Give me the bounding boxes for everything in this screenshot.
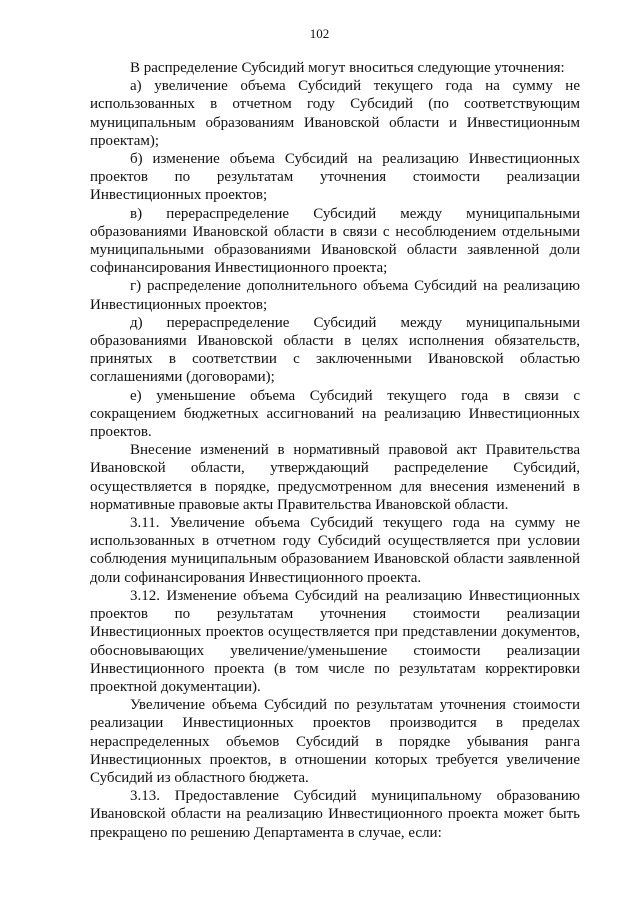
paragraph-item-a: а) увеличение объема Субсидий текущего года на сумму не использованных в отчетном году Субсидий (по соответствующим муниципальным образованиям Ивановской области и Инвестиционным проектам); [90, 78, 580, 149]
paragraph-item-g: г) распределение дополнительного объема Субсидий на реализацию Инвестиционных проектов; [90, 278, 580, 313]
paragraph-item-d: д) перераспределение Субсидий между муниципальными образованиями Ивановской области в целях исполнения обязательств, принятых в соответствии с заключенными Ивановской областью соглашениями (договорами); [90, 314, 580, 386]
paragraph-amendments: Внесение изменений в нормативный правовой акт Правительства Ивановской области, утверждающий распределение Субсидий, осуществляется в порядке, предусмотренном для внесения изменений в нормативные правовые акты Правительства Ивановской области. [90, 442, 580, 513]
paragraph-intro: В распределение Субсидий могут вноситься следующие уточнения: [130, 60, 565, 76]
paragraph-increase: Увеличение объема Субсидий по результатам уточнения стоимости реализации Инвестиционных проектов производится в пределах нераспределенных объемов Субсидий в порядке убывания ранга Инвестиционных проектов, в отношении которых требуется увеличение Субсидий из областного бюджета. [90, 697, 580, 786]
document-body [90, 59, 580, 842]
paragraph-3-11: 3.11. Увеличение объема Субсидий текущего года на сумму не использованных в отчетном году Субсидий осуществляется при условии соблюдения муниципальным образованием Ивановской области заявленной доли софинансирования Инвестиционного проекта. [90, 515, 580, 586]
paragraph-item-e: е) уменьшение объема Субсидий текущего года в связи с сокращением бюджетных ассигнований на реализацию Инвестиционных проектов. [90, 387, 580, 441]
paragraph-3-12: 3.12. Изменение объема Субсидий на реализацию Инвестиционных проектов по результатам уточнения стоимости реализации Инвестиционных проектов осуществляется при представлении документов, обосновывающих увеличение/уменьшение стоимости реализации Инвестиционного проекта (в том числе по результатам корректировки проектной документации). [90, 587, 580, 695]
paragraph-item-v: в) перераспределение Субсидий между муниципальными образованиями Ивановской области в связи с несоблюдением отдельными муниципальными образованиями Ивановской области заявленной доли софинансирования Инвестиционного проекта; [90, 205, 580, 277]
paragraph-item-b: б) изменение объема Субсидий на реализацию Инвестиционных проектов по результатам уточнения стоимости реализации Инвестиционных проектов; [90, 151, 580, 204]
paragraph-3-13: 3.13. Предоставление Субсидий муниципальному образованию Ивановской области на реализацию Инвестиционного проекта может быть прекращено по решению Департамента в случае, если: [90, 788, 580, 841]
page-number: 102 [309, 26, 330, 41]
